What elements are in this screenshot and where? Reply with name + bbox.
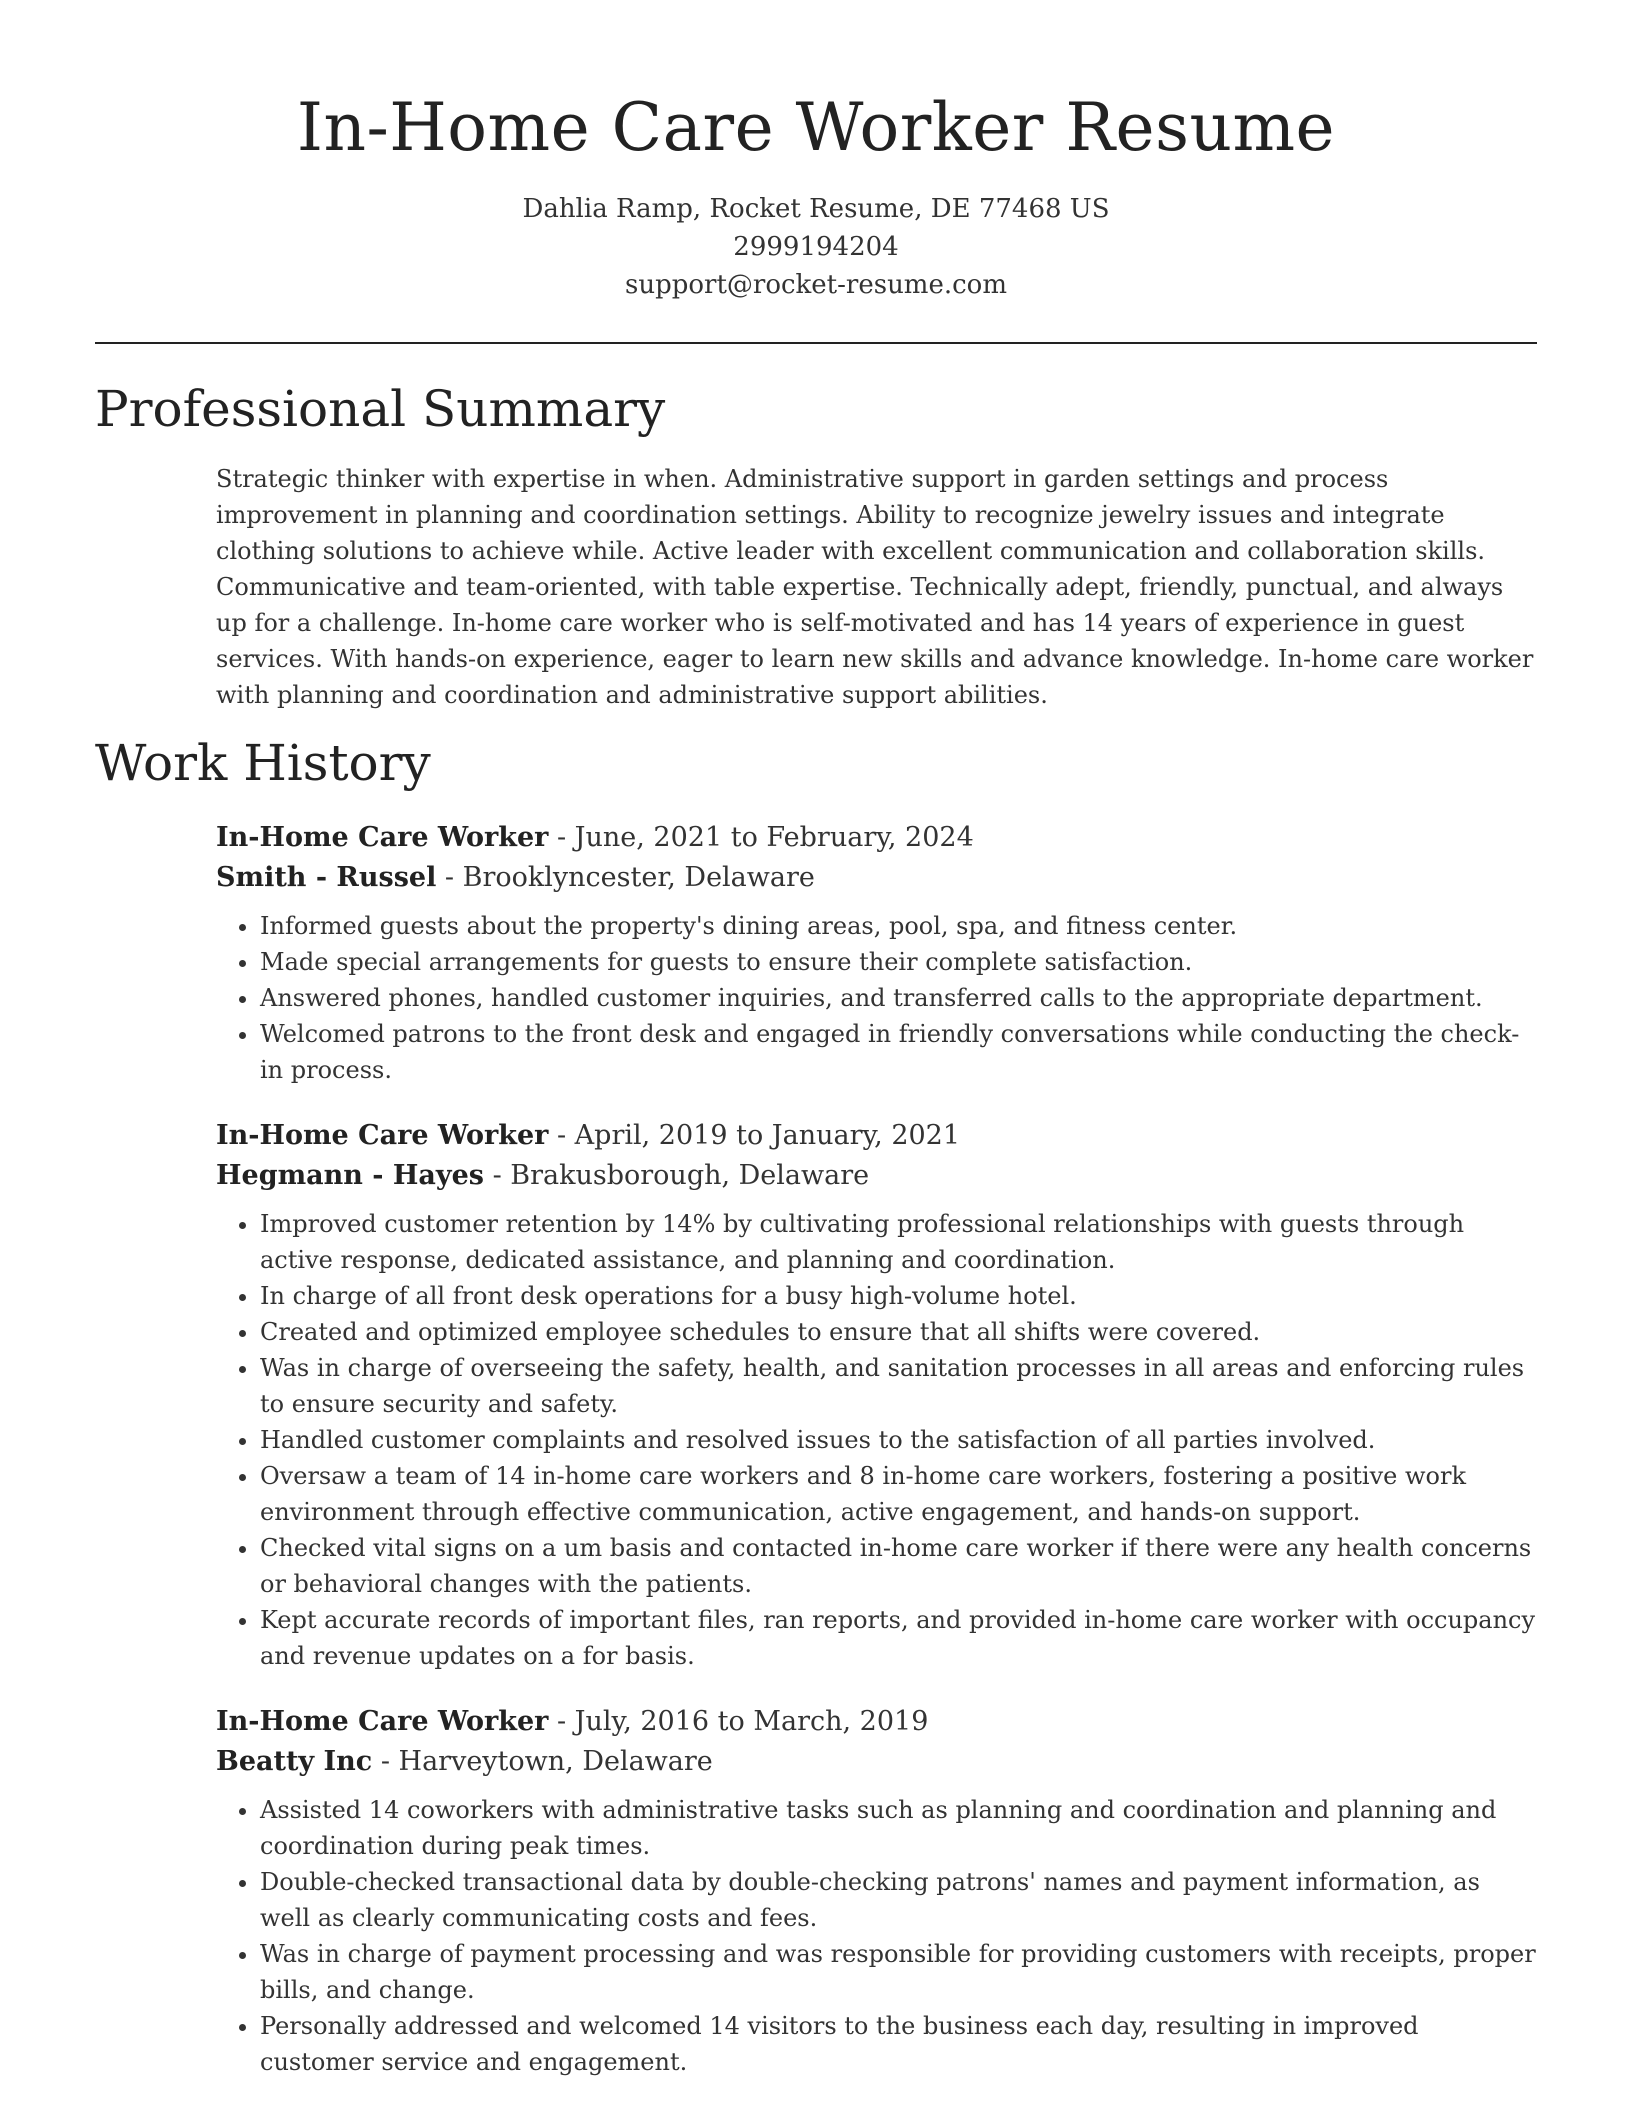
summary-text: Strategic thinker with expertise in when. Administrative support in garden settings and process improvement in planning and coordination settings. Ability to recognize jewelry issues and integrate clothing solutions to achieve while. Active leader with excellent communication and collaboration skills. Communicative and team-oriented, with table expertise. Technically adept, friendly, punctual, and always up for a challenge. In-home care worker who is self-motivated and has 14 years of experience in guest services. With hands-on experience, eager to learn new skills and advance knowledge. In-home care worker with planning and coordination and administrative support abilities. (216, 465, 1534, 709)
job-employer: Hegmann - Hayes (216, 1160, 484, 1191)
resume-title: In-Home Care Worker Resume (296, 89, 1336, 166)
job-title-line (216, 818, 1536, 858)
job-bullets (216, 1206, 1536, 1674)
job-bullet: • Double-checked transactional data by double-checking patrons' names and payment information, as well as clearly communicating costs and fees. (260, 1864, 1536, 1936)
job-company-line (216, 858, 1536, 898)
job-role: In-Home Care Worker (216, 822, 549, 853)
job-bullets (216, 908, 1536, 1088)
job-dates: - June, 2021 to February, 2024 (548, 822, 974, 853)
job-location: - Harveytown, Delaware (372, 1746, 713, 1777)
job-bullet: • Handled customer complaints and resolved issues to the satisfaction of all parties involved. (260, 1422, 1536, 1458)
job-employer: Smith - Russel (216, 862, 437, 893)
job-bullet: • Personally addressed and welcomed 14 visitors to the business each day, resulting in improved customer service and engagement. (260, 2008, 1536, 2080)
job-bullets (216, 1792, 1536, 2080)
job-company-line (216, 1156, 1536, 1196)
job-bullet: • Checked vital signs on a um basis and contacted in-home care worker if there were any health concerns or behavioral changes with the patients. (260, 1530, 1536, 1602)
job-bullet: • Made special arrangements for guests to ensure their complete satisfaction. (260, 944, 1536, 980)
job-company-line (216, 1742, 1536, 1782)
job-bullet: • Kept accurate records of important files, ran reports, and provided in-home care worker with occupancy and revenue updates on a for basis. (260, 1602, 1536, 1674)
job-bullet: • Was in charge of overseeing the safety, health, and sanitation processes in all areas and enforcing rules to ensure security and safety. (260, 1350, 1536, 1422)
job-bullet: • Was in charge of payment processing and was responsible for providing customers with receipts, proper bills, and change. (260, 1936, 1536, 2008)
job-role: In-Home Care Worker (216, 1120, 549, 1151)
job-bullet: • Welcomed patrons to the front desk and engaged in friendly conversations while conducting the check-in process. (260, 1016, 1536, 1088)
job-location: - Brooklyncester, Delaware (436, 862, 815, 893)
job-location: - Brakusborough, Delaware (483, 1160, 870, 1191)
job-entry (216, 818, 1536, 1088)
job-employer: Beatty Inc (216, 1746, 373, 1777)
job-entry (216, 1702, 1536, 2080)
job-bullet: • Assisted 14 coworkers with administrative tasks such as planning and coordination and planning and coordination during peak times. (260, 1792, 1536, 1864)
job-list (216, 818, 1536, 2108)
job-dates: - April, 2019 to January, 2021 (548, 1120, 961, 1151)
job-bullet: • Oversaw a team of 14 in-home care workers and 8 in-home care workers, fostering a positive work environment through effective communication, active engagement, and hands-on support. (260, 1458, 1536, 1530)
header-divider (95, 342, 1537, 344)
job-bullet: • Answered phones, handled customer inquiries, and transferred calls to the appropriate department. (260, 980, 1536, 1016)
contact-address: Dahlia Ramp, Rocket Resume, DE 77468 US (522, 194, 1110, 224)
job-title-line (216, 1702, 1536, 1742)
job-bullet: • In charge of all front desk operations for a busy high-volume hotel. (260, 1278, 1536, 1314)
job-title-line (216, 1116, 1536, 1156)
contact-phone: 2999194204 (733, 232, 899, 262)
work-history-heading: Work History (95, 734, 431, 792)
summary-heading: Professional Summary (95, 380, 666, 438)
contact-email: support@rocket-resume.com (624, 270, 1007, 300)
job-role: In-Home Care Worker (216, 1706, 549, 1737)
contact-block (0, 190, 1632, 304)
job-bullet: • Informed guests about the property's dining areas, pool, spa, and fitness center. (260, 908, 1536, 944)
job-bullet: • Improved customer retention by 14% by cultivating professional relationships with guests through active response, dedicated assistance, and planning and coordination. (260, 1206, 1536, 1278)
job-bullet: • Created and optimized employee schedules to ensure that all shifts were covered. (260, 1314, 1536, 1350)
resume-header (0, 0, 1632, 304)
job-dates: - July, 2016 to March, 2019 (548, 1706, 929, 1737)
job-entry (216, 1116, 1536, 1674)
